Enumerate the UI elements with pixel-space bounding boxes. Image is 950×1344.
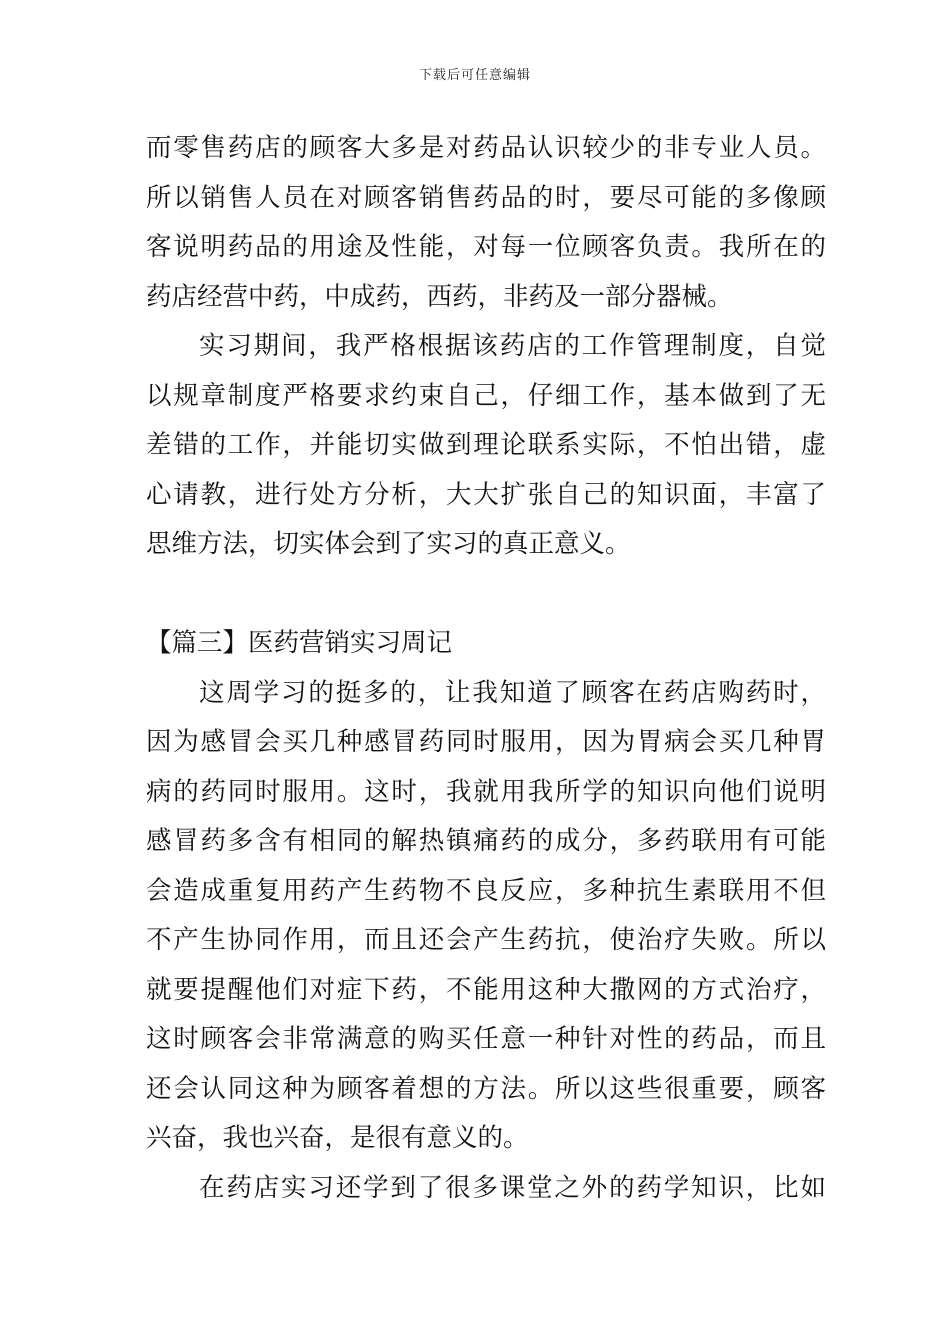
text-line: 差错的工作，并能切实做到理论联系实际，不怕出错，虚 — [146, 430, 826, 460]
text-line: 思维方法，切实体会到了实习的真正意义。 — [146, 529, 631, 559]
text-line: 这周学习的挺多的，让我知道了顾客在药店购药时， — [199, 677, 826, 708]
text-line: 在药店实习还学到了很多课堂之外的药学知识，比如 — [199, 1172, 826, 1203]
page-header-note: 下载后可任意编辑 — [418, 68, 531, 83]
text-line: 心请教，进行处方分析，大大扩张自己的知识面，丰富了 — [146, 479, 826, 510]
blank-line — [146, 570, 826, 620]
text-line: 感冒药多含有相同的解热镇痛药的成分，多药联用有可能 — [146, 826, 826, 856]
paragraph-1 — [146, 124, 826, 322]
text-line: 以规章制度严格要求约束自己，仔细工作，基本做到了无 — [146, 380, 826, 411]
text-line: 实习期间，我严格根据该药店的工作管理制度，自觉 — [199, 331, 826, 361]
text-line: 就要提醒他们对症下药，不能用这种大撒网的方式治疗， — [146, 974, 826, 1005]
text-line: 还会认同这种为顾客着想的方法。所以这些很重要，顾客 — [146, 1073, 826, 1104]
text-line: 而零售药店的顾客大多是对药品认识较少的非专业人员。 — [146, 133, 826, 163]
document-body — [146, 124, 826, 1213]
paragraph-4 — [146, 1164, 826, 1214]
text-line: 客说明药品的用途及性能，对每一位顾客负责。我所在的 — [146, 232, 826, 262]
paragraph-3 — [146, 669, 826, 1164]
text-line: 因为感冒会买几种感冒药同时服用，因为胃病会买几种胃 — [146, 727, 826, 757]
text-line: 病的药同时服用。这时，我就用我所学的知识向他们说明 — [146, 776, 826, 807]
text-line: 所以销售人员在对顾客销售药品的时，要尽可能的多像顾 — [146, 182, 826, 213]
paragraph-2 — [146, 322, 826, 570]
text-line: 兴奋，我也兴奋，是很有意义的。 — [146, 1123, 529, 1153]
text-line: 会造成重复用药产生药物不良反应，多种抗生素联用不但 — [146, 875, 826, 906]
text-line: 药店经营中药，中成药，西药，非药及一部分器械。 — [146, 281, 733, 312]
text-line: 这时顾客会非常满意的购买任意一种针对性的药品，而且 — [146, 1024, 826, 1054]
section-heading: 【篇三】医药营销实习周记 — [146, 628, 453, 658]
text-line: 不产生协同作用，而且还会产生药抗，使治疗失败。所以 — [146, 925, 826, 955]
